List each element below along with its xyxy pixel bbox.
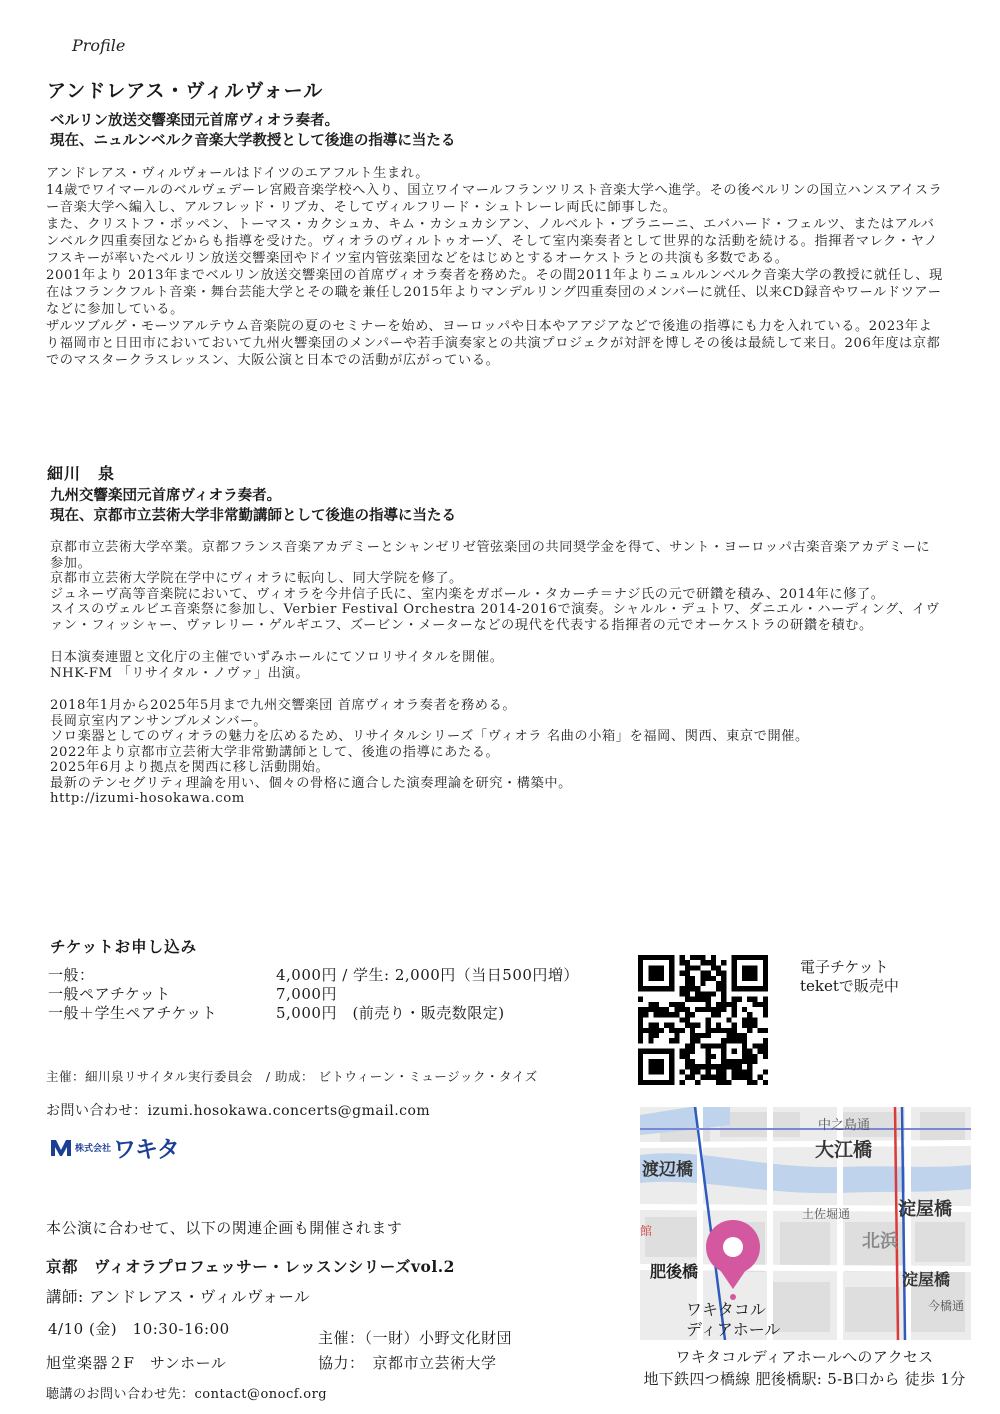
artist2-headline-line2: 現在、京都市立芸術大学非常勤講師として後進の指導に当たる — [50, 507, 456, 524]
map-caption-line1: ワキタコルディアホールへのアクセス — [675, 1348, 934, 1366]
related-date: 4/10 (金) 10:30-16:00 — [48, 1320, 230, 1338]
bio-line: NHK-FM 「リサイタル・ノヴァ」出演。 — [50, 665, 310, 681]
map-label-higobashi: 肥後橋 — [650, 1262, 699, 1281]
bio-line: ソロ楽器としてのヴィオラの魅力を広めるため、リサイタルシリーズ「ヴィオラ 名曲の小箱」を福岡、関西、東京で開催。 — [50, 729, 809, 744]
ticket-price: 4,000円 / 学生: 2,000円（当日500円増） — [276, 966, 579, 984]
bio-line: 京都市立芸術大学卒業。京都フランス音楽アカデミーとシャンゼリゼ管弦楽団の共同奨学金を得て、サント・ヨーロッパ古楽音楽アカデミーに参加。 — [50, 540, 931, 571]
map-label-kan: 館 — [640, 1224, 653, 1238]
artist2-bio — [50, 540, 943, 807]
artist2-headline-line1: 九州交響楽団元首席ヴィオラ奏者。 — [50, 487, 282, 504]
ticket-label: 一般： — [48, 966, 95, 984]
bio-line: スイスのヴェルビエ音楽祭に参加し、Verbier Festival Orchestra 2014-2016で演奏。シャルル・デュトワ、ダニエル・ハーディング、イヴァン・フィッシャー、ヴァレリー・ゲルギエフ、ズービン・メーターなどの現代を代表する指揮者の元でオーケストラの研鑽を積む。 — [50, 602, 940, 633]
related-lecturer: 講師: アンドレアス・ヴィルヴォール — [46, 1288, 311, 1306]
map-label-imabashi: 今橋通 — [928, 1299, 965, 1313]
venue-line1: ワキタコル — [686, 1300, 766, 1319]
sponsor-logo-large: ワキタ — [113, 1137, 179, 1163]
related-coop: 協力： 京都市立芸術大学 — [318, 1354, 497, 1372]
related-intro: 本公演に合わせて、以下の関連企画も開催されます — [46, 1219, 403, 1237]
bio-paragraph: 2001年より 2013年までベルリン放送交響楽団の首席ヴィオラ奏者を務めた。その間2011年よりニュルルンベルク音楽大学の教授に就任し、現在はフランクフルト音楽・舞台芸能大学とその職を兼任し2015年よりマンデルリング四重奏団のメンバーに就任、以来CD録音やワールドツアーなどに参加している。 — [46, 268, 943, 317]
artist1-headline-line1: ベルリン放送交響楽団元首席ヴィオラ奏者。 — [50, 112, 340, 129]
eticket-note — [800, 958, 899, 996]
sponsor-logo — [50, 1131, 179, 1164]
organizer-line: 主催：細川泉リサイタル実行委員会 / 助成： ビトウィーン・ミュージック・タイズ — [46, 1069, 538, 1084]
map-label-nakanoshima: 中之島通 — [818, 1118, 871, 1133]
bio-line: 2025年6月より拠点を関西に移し活動開始。 — [50, 760, 330, 775]
profile-label: Profile — [72, 36, 126, 55]
map-label-yodoyabashi: 淀屋橋 — [898, 1199, 952, 1220]
related-host: 主催：（一財）小野文化財団 — [318, 1329, 513, 1347]
ticket-title: チケットお申し込み — [50, 937, 198, 956]
spacer — [50, 633, 943, 650]
map-label-yodoyabashi-2: 淀屋橋 — [902, 1270, 951, 1289]
artist2-headline — [50, 486, 456, 526]
bio-line: ジュネーヴ高等音楽院において、ヴィオラを今井信子氏に、室内楽をガボール・タカーチ＝ナジ氏の元で研鑽を積み、2014年に修了。 — [50, 586, 885, 602]
map-label-kitahama: 北浜 — [862, 1231, 898, 1252]
venue-line2: ディアホール — [686, 1320, 781, 1339]
artist1-headline-line2: 現在、ニュルンベルク音楽大学教授として後進の指導に当たる — [50, 132, 456, 149]
bio-paragraph: アンドレアス・ヴィルヴォールはドイツのエアフルト生まれ。 — [46, 166, 430, 181]
spacer — [50, 681, 943, 698]
artist1-headline — [50, 111, 455, 151]
bio-line: 京都市立芸術大学院在学中にヴィオラに転向し、同大学院を修了。 — [50, 571, 463, 586]
artist1-bio — [46, 165, 946, 369]
related-venue: 旭堂楽器２F サンホール — [46, 1354, 227, 1372]
map-caption-line2: 地下鉄四つ橋線 肥後橋駅: 5-B口から 徒歩 1分 — [643, 1370, 966, 1388]
ticket-label: 一般＋学生ペアチケット — [48, 1004, 218, 1022]
map-label-venue — [686, 1300, 780, 1340]
map-label-tosaborido: 土佐堀通 — [802, 1207, 851, 1221]
contact-email[interactable]: お問い合わせ：izumi.hosokawa.concerts@gmail.com — [46, 1103, 431, 1119]
eticket-line1: 電子チケット — [800, 958, 889, 976]
artist2-name: 細川 泉 — [47, 464, 116, 483]
sponsor-logo-small: 株式会社 — [75, 1144, 112, 1154]
bio-line: 長岡京室内アンサンブルメンバー。 — [50, 713, 268, 729]
bio-line: 2018年1月から2025年5月まで九州交響楽団 首席ヴィオラ奏者を務める。 — [50, 698, 517, 713]
access-map[interactable] — [640, 1107, 971, 1340]
bio-paragraph: 14歳でワイマールのベルヴェデーレ宮殿音楽学校へ入り、国立ワイマールフランツリスト音楽大学へ進学。その後ベルリンの国立ハンスアイスラー音楽大学へ編入し、アルフレッド・リブカ、そしてヴィルフリード・シュトレーレ両氏に師事した。 — [46, 183, 943, 215]
eticket-line2: teketで販売中 — [800, 977, 899, 995]
artist1-name: アンドレアス・ヴィルヴォール — [47, 80, 324, 102]
ticket-label: 一般ペアチケット — [48, 985, 171, 1003]
ticket-price: 7,000円 — [276, 985, 337, 1003]
ticket-price: 5,000円 (前売り・販売数限定) — [276, 1004, 505, 1022]
bio-paragraph: また、クリストフ・ポッペン、トーマス・カクシュカ、キム・カシュカシアン、ノルベルト・ブラニーニ、エバハード・フェルツ、またはアルバンベルク四重奏団などからも指導を受けた。ヴィオラのヴィルトゥオーゾ、そして室内楽奏者として世界的な活動を続ける。指揮者マレク・ヤノフスキーが率いたベルリン放送交響楽団やドイツ室内管弦楽団などをはじめとするオーケストラとの共演も多数である。 — [46, 217, 939, 266]
related-title: 京都 ヴィオラプロフェッサー・レッスンシリーズvol.2 — [46, 1257, 455, 1276]
qr-code-icon[interactable] — [638, 955, 768, 1085]
related-inquiry: 聴講のお問い合わせ先：contact@onocf.org — [46, 1387, 328, 1402]
website-link[interactable]: http://izumi-hosokawa.com — [50, 791, 245, 806]
map-label-oebashi: 大江橋 — [815, 1139, 873, 1161]
bio-line: 最新のテンセグリティ理論を用い、個々の骨格に適合した演奏理論を研究・構築中。 — [50, 775, 572, 791]
map-label-watanabebashi: 渡辺橋 — [642, 1160, 693, 1180]
bio-line: 2022年より京都市立芸術大学非常勤講師として、後進の指導にあたる。 — [50, 744, 500, 760]
bio-paragraph: ザルツブルグ・モーツアルテウム音楽院の夏のセミナーを始め、ヨーロッパや日本やアアジアなどで後進の指導にも力を入れている。2023年より福岡市と日田市においておいて九州火響楽団のメンパーや若手演奏家との共演プロジェクが対評を博しその後は最続して来日。206年度は京都でのマスタークラスレッスン、大阪公演と日本での活動が広がっている。 — [46, 319, 941, 368]
wakita-mark-icon — [50, 1138, 72, 1158]
map-caption — [612, 1346, 997, 1390]
bio-line: 日本演奏連盟と文化庁の主催でいずみホールにてソロリサイタルを開催。 — [50, 650, 504, 665]
